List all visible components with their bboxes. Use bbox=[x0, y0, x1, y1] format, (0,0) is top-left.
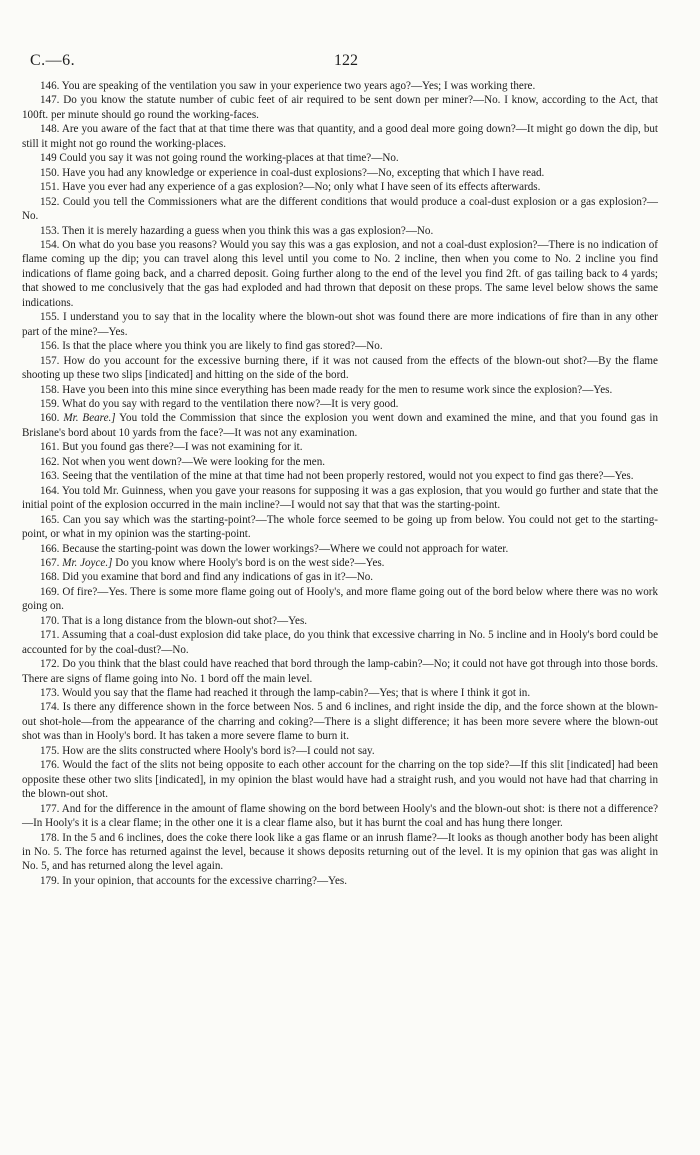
question-answer-text: What do you say with regard to the ventilation there now?—It is very good. bbox=[62, 397, 399, 410]
testimony-paragraph bbox=[22, 614, 658, 628]
question-number: 170. bbox=[40, 614, 60, 627]
question-number: 160. bbox=[40, 412, 60, 425]
testimony-paragraph bbox=[22, 224, 658, 238]
page-number: 122 bbox=[334, 52, 358, 69]
question-answer-text: Do you know the statute number of cubic feet of air required to be sent down per miner?—No. I know, according to the Act, that 100ft. per minute should go round the working-faces. bbox=[22, 94, 658, 121]
question-answer-text: Do you know where Hooly's bord is on the west side?—Yes. bbox=[115, 556, 385, 569]
testimony-paragraph bbox=[22, 686, 658, 700]
question-number: 161. bbox=[40, 441, 60, 454]
question-number: 169. bbox=[40, 585, 60, 598]
testimony-paragraph bbox=[22, 758, 658, 801]
question-answer-text: Would you say that the flame had reached it through the lamp-cabin?—Yes; that is where I think it got in. bbox=[62, 687, 531, 700]
question-answer-text: You told Mr. Guinness, when you gave your reasons for supposing it was a gas explosion, that you would go further and state that the initial point of the explosion occurred in the main incline?—I would not say that that was the starting-point. bbox=[22, 484, 658, 512]
question-answer-text: That is a long distance from the blown-out shot?—Yes. bbox=[62, 614, 308, 627]
testimony-paragraph bbox=[22, 151, 658, 165]
question-answer-text: You are speaking of the ventilation you saw in your experience two years ago?—Yes; I was working there. bbox=[61, 80, 536, 92]
question-answer-text: How do you account for the excessive burning there, if it was not caused from the effects of the blown-out shot?—By the flame shooting up these two slips [indicated] and hitting on the side of the bord. bbox=[22, 354, 658, 382]
question-answer-text: Seeing that the ventilation of the mine at that time had not been properly restored, would not you expect to find gas there?—Yes. bbox=[62, 470, 634, 483]
testimony-paragraph bbox=[22, 542, 658, 556]
testimony-paragraph bbox=[22, 744, 658, 758]
question-number: 148. bbox=[40, 123, 60, 136]
testimony-paragraph bbox=[22, 180, 658, 194]
question-answer-text: Would the fact of the slits not being opposite to each other account for the charring on the top side?—If this slit [indicated] had been opposite these other two slits [indicated], in my opinion the blast would have had a straight rush, and you would not have had that charring in the blown-out shot. bbox=[22, 759, 658, 801]
testimony-paragraph bbox=[22, 469, 658, 483]
testimony-paragraph bbox=[22, 383, 658, 397]
question-answer-text: On what do you base you reasons? Would you say this was a gas explosion, and not a coal-dust explosion?—There is no indication of flame coming up the dip; you can travel along this level until you come to No. 2 incline, then when you come to No. 2 incline you find indications of flame going back, and a charred deposit. Going further along to the end of the level you find 2ft. of gas tailing back to 4 yards; that showed to me conclusively that the gas had exploded and had thrown that deposit on these props. The same level below shows the same indications. bbox=[22, 238, 658, 309]
question-number: 174. bbox=[40, 701, 60, 714]
question-answer-text: Is that the place where you think you are likely to find gas stored?—No. bbox=[62, 340, 383, 353]
question-answer-text: Because the starting-point was down the lower workings?—Where we could not approach for water. bbox=[62, 542, 509, 555]
testimony-paragraph bbox=[22, 513, 658, 542]
speaker-name: Mr. Beare.] bbox=[63, 412, 116, 425]
question-number: 164. bbox=[40, 484, 60, 497]
question-answer-text: Did you examine that bord and find any indications of gas in it?—No. bbox=[62, 571, 374, 584]
question-answer-text: Have you ever had any experience of a gas explosion?—No; only what I have seen of its effects afterwards. bbox=[62, 181, 541, 194]
testimony-paragraph bbox=[22, 354, 658, 383]
testimony-paragraph bbox=[22, 585, 658, 614]
testimony-paragraph bbox=[22, 802, 658, 831]
question-answer-text: Could you tell the Commissioners what are the different conditions that would produce a coal-dust explosion or a gas explosion?—No. bbox=[22, 195, 658, 223]
testimony-paragraph bbox=[22, 831, 658, 874]
testimony-paragraph bbox=[22, 93, 658, 122]
testimony-paragraph bbox=[22, 570, 658, 584]
question-number: 150. bbox=[40, 166, 60, 179]
question-number: 168. bbox=[40, 571, 60, 584]
testimony-paragraph bbox=[22, 166, 658, 180]
question-number: 166. bbox=[40, 542, 60, 555]
question-number: 157. bbox=[40, 354, 60, 367]
testimony-paragraph bbox=[22, 440, 658, 454]
question-number: 159. bbox=[40, 397, 60, 410]
testimony-paragraph bbox=[22, 556, 658, 570]
document-code: C.—6. bbox=[30, 52, 76, 69]
question-number: 162. bbox=[40, 455, 60, 468]
question-number: 154. bbox=[40, 238, 60, 251]
question-number: 163. bbox=[40, 470, 60, 483]
testimony-paragraph bbox=[22, 122, 658, 151]
question-answer-text: Could you say it was not going round the working-places at that time?—No. bbox=[59, 152, 399, 165]
question-answer-text: Have you had any knowledge or experience in coal-dust explosions?—No, excepting that which I have read. bbox=[62, 166, 545, 179]
testimony-paragraph bbox=[22, 195, 658, 224]
question-number: 156. bbox=[40, 340, 60, 353]
question-number: 149 bbox=[40, 152, 57, 165]
testimony-paragraph bbox=[22, 397, 658, 411]
question-answer-text: You told the Commission that since the explosion you went down and examined the mine, and that you found gas in Brislane's bord about 10 yards from the face?—It was not any examination. bbox=[22, 412, 659, 439]
question-number: 172. bbox=[40, 658, 60, 671]
question-number: 178. bbox=[40, 831, 60, 844]
question-answer-text: Not when you went down?—We were looking for the men. bbox=[62, 455, 326, 468]
question-number: 165. bbox=[40, 513, 60, 526]
question-number: 151. bbox=[40, 181, 60, 194]
question-number: 155. bbox=[40, 311, 60, 324]
question-answer-text: Is there any difference shown in the force between Nos. 5 and 6 inclines, and right inside the dip, and the force shown at the blown-out shot-hole—from the appearance of the charring and coking?—There is a slight difference; it has been more severe where the blown-out shot was than in Hooly's bord. It has taken a more severe flame to burn it. bbox=[22, 701, 658, 743]
question-number: 158. bbox=[40, 383, 60, 396]
question-answer-text: Can you say which was the starting-point?—The whole force seemed to be going up from below. You could not get to the starting-point, or what in my opinion was the starting-point. bbox=[22, 513, 659, 541]
question-number: 171. bbox=[40, 629, 60, 642]
question-number: 179. bbox=[40, 874, 60, 887]
question-answer-text: Do you think that the blast could have reached that bord through the lamp-cabin?—No; it could not have got through into those bords. There are signs of flame going into No. 1 bord off the main level. bbox=[22, 658, 658, 685]
testimony-paragraph bbox=[22, 484, 658, 513]
question-number: 147. bbox=[40, 94, 60, 107]
question-answer-text: And for the difference in the amount of flame showing on the bord between Hooly's and the blown-out shot: is there not a difference?—In Hooly's it is a clear flame; in the other one it is a clear flame also, but it has burnt the coal and has hung there longer. bbox=[22, 802, 658, 830]
question-number: 175. bbox=[40, 744, 60, 757]
question-answer-text: I understand you to say that in the locality where the blown-out shot was found there are more indications of fire than in any other part of the mine?—Yes. bbox=[22, 311, 658, 338]
testimony-paragraph bbox=[22, 628, 658, 657]
testimony-paragraph bbox=[22, 455, 658, 469]
question-number: 146. bbox=[40, 80, 60, 92]
question-answer-text: Then it is merely hazarding a guess when you think this was a gas explosion?—No. bbox=[62, 224, 434, 237]
question-answer-text: In the 5 and 6 inclines, does the coke there look like a gas flame or an inrush flame?—It looks as though another body has been alight in No. 5. The force has returned against the level, because it shows deposits returning out of the level. It is my opinion that gas was alight in No. 5, and has returned along the level again. bbox=[22, 831, 658, 873]
testimony-paragraph bbox=[22, 700, 658, 743]
question-answer-text: Assuming that a coal-dust explosion did take place, do you think that excessive charring in No. 5 incline and in Hooly's bord could be accounted for by the coal-dust?—No. bbox=[22, 629, 658, 656]
speaker-name: Mr. Joyce.] bbox=[62, 556, 113, 569]
question-number: 173. bbox=[40, 687, 60, 700]
testimony-paragraph bbox=[22, 874, 658, 888]
testimony-paragraph bbox=[22, 339, 658, 353]
question-number: 177. bbox=[40, 802, 60, 815]
question-number: 153. bbox=[40, 224, 60, 237]
page-header bbox=[30, 52, 666, 74]
testimony-body bbox=[22, 79, 658, 888]
question-answer-text: Of fire?—Yes. There is some more flame going out of Hooly's, and more flame going out of the bord below where there was no work going on. bbox=[22, 585, 658, 613]
question-number: 176. bbox=[40, 759, 60, 772]
question-number: 152. bbox=[40, 195, 60, 208]
testimony-paragraph bbox=[22, 310, 658, 339]
testimony-paragraph bbox=[22, 238, 658, 310]
question-answer-text: How are the slits constructed where Hooly's bord is?—I could not say. bbox=[62, 744, 375, 757]
testimony-paragraph bbox=[22, 79, 658, 93]
question-answer-text: But you found gas there?—I was not examining for it. bbox=[62, 441, 303, 454]
question-answer-text: Have you been into this mine since everything has been made ready for the men to resume work since the explosion?—Yes. bbox=[62, 383, 613, 396]
testimony-paragraph bbox=[22, 657, 658, 686]
question-answer-text: Are you aware of the fact that at that time there was that quantity, and a good deal more going down?—It might go down the dip, but still it might not go round the working-places. bbox=[22, 123, 658, 150]
testimony-paragraph bbox=[22, 411, 658, 440]
question-answer-text: In your opinion, that accounts for the excessive charring?—Yes. bbox=[62, 874, 347, 887]
question-number: 167. bbox=[40, 556, 60, 569]
